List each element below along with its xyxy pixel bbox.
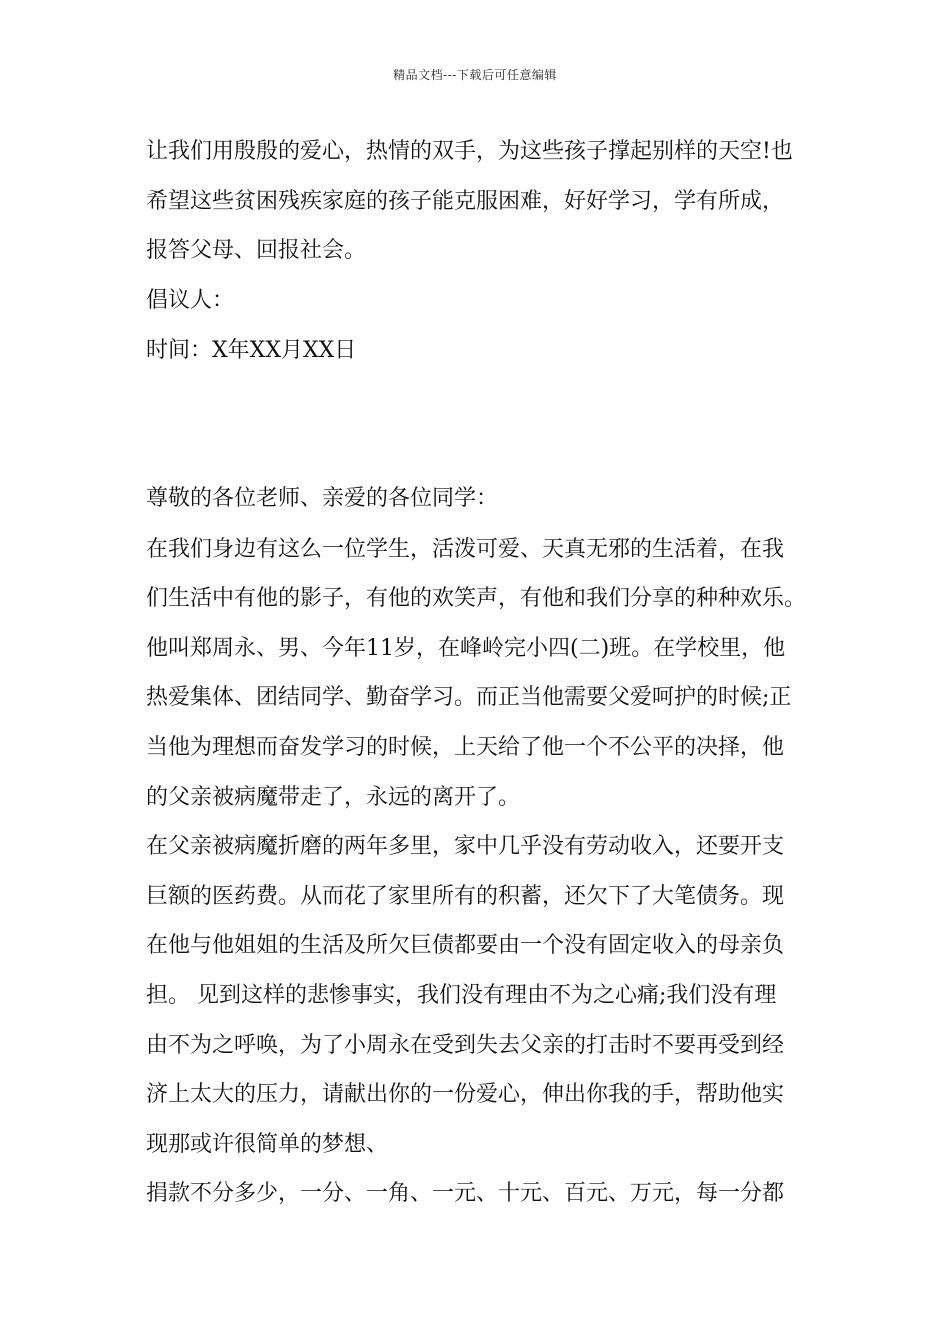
body-line-3: 报答父母、回报社会。 bbox=[146, 238, 367, 263]
body-line-11: 当他为理想而奋发学习的时候，上天给了他一个不公平的决择，他 bbox=[146, 735, 785, 760]
body-line-1: 让我们用殷殷的爱心，热情的双手，为这些孩子撑起别样的天空!也 bbox=[146, 139, 793, 164]
body-line-10: 热爱集体、团结同学、勤奋学习。而正当他需要父爱呵护的时候;正 bbox=[146, 685, 792, 710]
body-line-13: 在父亲被病魔折磨的两年多里，家中几乎没有劳动收入，还要开支 bbox=[146, 834, 785, 859]
body-line-14: 巨额的医药费。从而花了家里所有的积蓄，还欠下了大笔债务。现 bbox=[146, 884, 785, 909]
page-header: 精品文档---下载后可任意编辑 bbox=[393, 68, 557, 82]
body-line-9: 他叫郑周永、男、今年11岁，在峰岭完小四(二)班。在学校里，他 bbox=[146, 636, 786, 661]
body-line-15: 在他与他姐姐的生活及所欠巨债都要由一个没有固定收入的母亲负 bbox=[146, 933, 785, 958]
body-line-8: 们生活中有他的影子，有他的欢笑声，有他和我们分享的种种欢乐。 bbox=[146, 586, 807, 611]
initiator-line: 倡议人： bbox=[146, 288, 235, 313]
body-line-18: 济上太大的压力，请献出你的一份爱心，伸出你我的手，帮助他实 bbox=[146, 1082, 785, 1107]
body-line-12: 的父亲被病魔带走了，永远的离开了。 bbox=[146, 785, 521, 810]
body-line-20: 捐款不分多少，一分、一角、一元、十元、百元、万元，每一分都 bbox=[146, 1181, 785, 1206]
body-line-19: 现那或许很简单的梦想、 bbox=[146, 1132, 389, 1157]
salutation-line: 尊敬的各位老师、亲爱的各位同学： bbox=[146, 486, 499, 511]
body-line-17: 由不为之呼唤，为了小周永在受到失去父亲的打击时不要再受到经 bbox=[146, 1033, 785, 1058]
body-line-16: 担。 见到这样的悲惨事实，我们没有理由不为之心痛;我们没有理 bbox=[146, 983, 777, 1008]
date-line: 时间：X年XX月XX日 bbox=[146, 338, 357, 363]
body-line-7: 在我们身边有这么一位学生，活泼可爱、天真无邪的生活着，在我 bbox=[146, 537, 785, 562]
body-line-2: 希望这些贫困残疾家庭的孩子能克服困难，好好学习，学有所成， bbox=[146, 189, 785, 214]
